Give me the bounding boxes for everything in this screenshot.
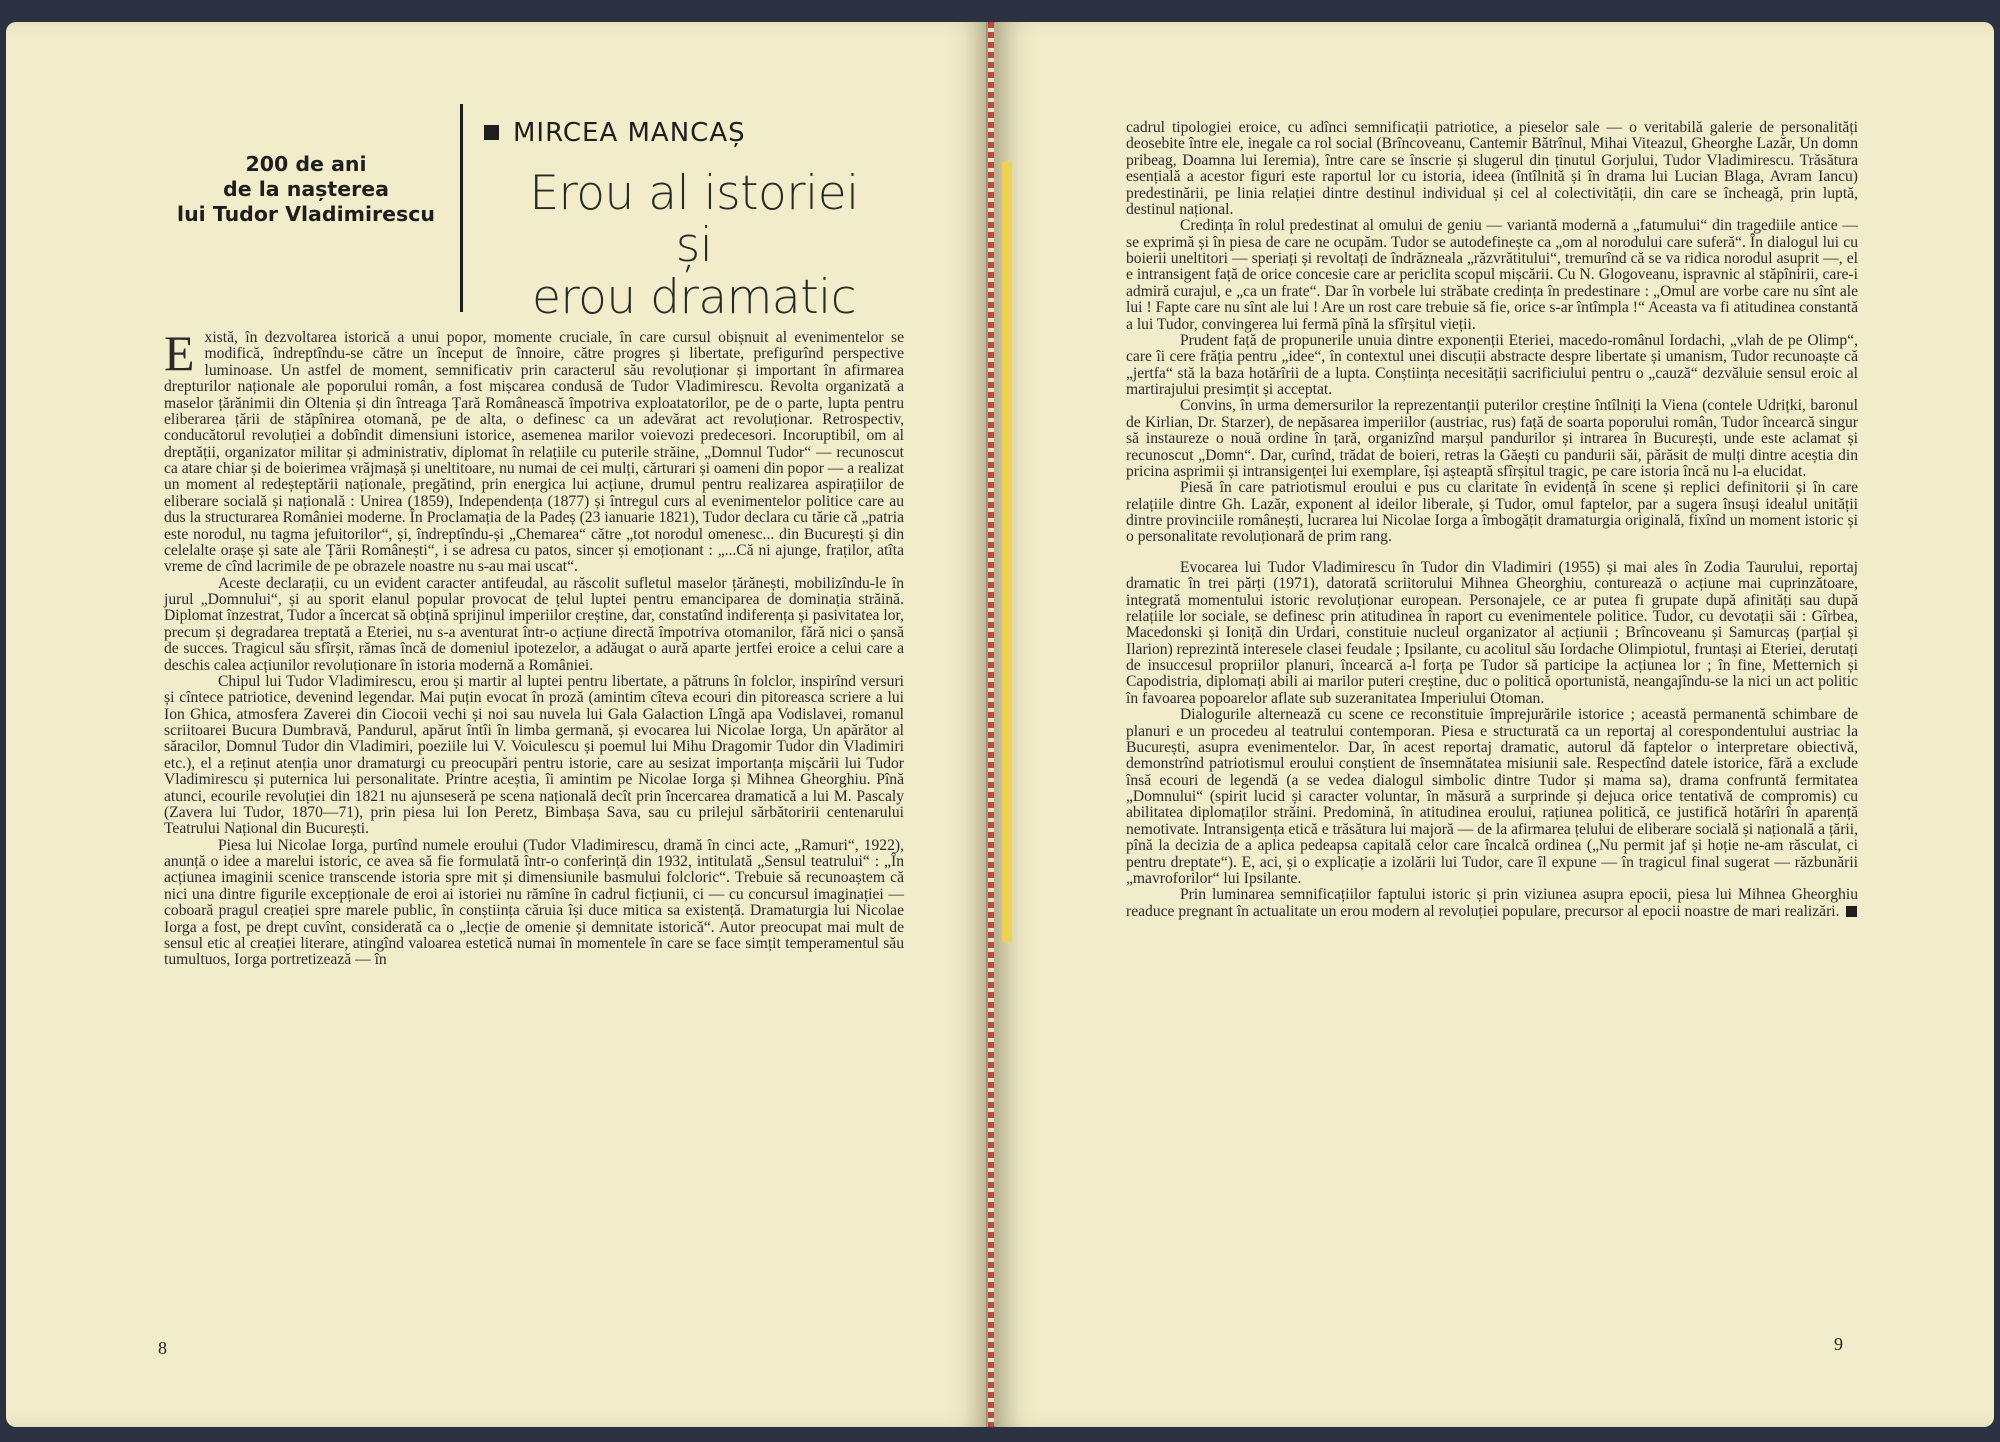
- anniversary-line: 200 de ani: [245, 152, 367, 176]
- paragraph: Dialogurile alternează cu scene ce reconstituie împrejurările istorice ; această permanentă schimbare de planuri e un procedeu al teatrului contemporan. Piesa e structurată ca un reportaj al corespondentului austriac la București, asupra evenimentelor. Dar, în acest reportaj dramatic, autorul dă faptelor o interpretare obiectivă, demonstrînd patriotismul eroului conștient de însemnătatea misiunii sale. Respectînd datele istorice, fără a exclude însă ecouri de legendă (a se vedea dialogul simbolic dintre Tudor și mama sa), drama confruntă fermitatea „Domnului“ (spirit lucid și caracter voluntar, în măsură a surprinde și dejuca orice tentativă de compromis) cu abilitatea diplomaților străini. Predomină, în atitudinea eroului, rațiunea politică, ce justifică hotărîri în aparență nemotivate. Intransigența etică e trăsătura lui majoră — de la afirmarea țelului de eliberare socială și națională a țării, pînă la decizia de a aplica pedeapsa capitală celor care încalcă ordinea („Nu permit jaf și hoție ne-am răsculat, ci pentru dreptate“). E, aci, și o explicație a izolării lui Tudor, care îl expune — în tragicul final sugerat — răzbunării „mavroforilor“ lui Ipsilante.: [1126, 706, 1858, 887]
- paragraph: [164, 325, 904, 576]
- heading-divider: [460, 104, 463, 312]
- page-number-right: 9: [1834, 1334, 1843, 1354]
- author-name: [484, 118, 746, 148]
- right-page: [994, 22, 1994, 1427]
- anniversary-line: de la nașterea: [223, 177, 389, 201]
- title-line: și: [675, 218, 713, 273]
- drop-cap: E: [164, 325, 195, 381]
- paragraph: Piesă în care patriotismul eroului e pus cu claritate în evidență în scene și replici definitorii și în care relațiile dintre Gh. Lazăr, exponent al ideilor liberale, și Tudor, omul faptelor, par a sugera însuși idealul unității dintre provinciile românești, lucrarea lui Nicolae Iorga a îmbogățit dramaturgia originală, fixînd un moment istoric și o personalitate revoluționară de prim rang.: [1126, 479, 1858, 546]
- title-line: Erou al istoriei: [529, 166, 859, 221]
- paragraph: Credința în rolul predestinat al omului de geniu — variantă modernă a „fatumului“ din tragediile antice — se exprimă și în piesa de care ne ocupăm. Tudor se autodefinește ca „om al norodului care suferă“. În dialogul lui cu boierii uneltitori — speriați și revoltați de îndrăzneala „răzvrătitului“, tremurînd că se va ridica norodul asuprit —, el e intransigent față de orice concesie care ar periclita scopul mișcării. Cu N. Glogoveanu, ispravnic al stăpînirii, care-i admiră curajul, e „ca un frate“. Dar în vorbele lui străbate credința în predestinare : „Omul are vorbe care nu sînt ale lui ! Fapte care nu sînt ale lui ! Are un rost care trebuie să fie, orice s-ar întîmpla !“ Aceasta va fi atitudinea constantă a lui Tudor, convingerea lui fermă pînă la sfîrșitul vieții.: [1126, 217, 1858, 333]
- end-mark-icon: [1846, 906, 1857, 917]
- magazine-spread: [6, 22, 1996, 1427]
- left-body-text: [164, 325, 904, 969]
- paragraph: Chipul lui Tudor Vladimirescu, erou și martir al luptei pentru libertate, a pătruns în folclor, inspirînd versuri și cîntece patriotice, devenind legendar. Mai puțin evocat în proză (amintim cîteva ecouri din pitoreasca scriere a lui Ion Ghica, atmosfera Zaverei din Ciocoii vechi și noi sau nuvela lui Gala Galaction Lîngă apa Vodislavei, romanul scriitoarei Bucura Dumbravă, Pandurul, apărut întîi în limba germană, și evocarea lui Nicolae Iorga, Un apărător al săracilor, Domnul Tudor din Vladimiri, poeziile lui V. Voiculescu și poemul lui Mihu Dragomir Tudor din Vladimiri etc.), el a reținut atenția unor dramaturgi cu preocupări pentru istorie, care au sesizat importanța mișcării lui Tudor Vladimirescu și puternica lui personalitate. Printre aceștia, îi amintim pe Nicolae Iorga și Mihnea Gheorghiu. Pînă atunci, ecourile revoluției din 1821 nu ajunseseră pe scena națională decît prin încercarea dramatică a lui M. Pascaly (Zavera lui Tudor, 1870—71), prin piesa lui Ion Peretz, Bimbașa Sava, sau cu prilejul sărbătoririi centenarului Teatrului Național din București.: [164, 672, 904, 838]
- anniversary-line: lui Tudor Vladimirescu: [177, 202, 435, 226]
- paragraph: Piesa lui Nicolae Iorga, purtînd numele eroului (Tudor Vladimirescu, dramă în cinci acte, „Ramuri“, 1922), anunță o idee a marelui istoric, ce avea să fie formulată într-o conferință din 1932, intitulată „Sensul teatrului“ : „În acțiunea imaginii scenice transcende istoria spre mit și dimensiunile basmului folcloric“. Trebuie să recunoaștem că nici una dintre figurile excepționale de eroi ai istoriei nu rămîne în cadrul ficțiunii, ci — cu concursul imaginației — coboară pragul creației spre marele public, în conștiința căruia își duce mitica sa existență. Dramaturgia lui Nicolae Iorga a fost, pe drept cuvînt, considerată ca o „lecție de omenie și demnitate istorică“. Autor preocupat mai mult de sensul etic al creației literare, atingînd valoarea estetică numai în momentele în care se face simțit temperamentul său tumultuos, Iorga portretizează — în: [164, 836, 904, 969]
- yellow-page-tab: [1002, 162, 1012, 942]
- right-body-text: [1126, 120, 1858, 920]
- anniversary-heading: [156, 152, 456, 227]
- square-bullet-icon: [484, 125, 499, 140]
- title-line: erou dramatic: [531, 270, 857, 325]
- paragraph: Aceste declarații, cu un evident caracter antifeudal, au răscolit sufletul maselor țărănești, mobilizîndu-le în jurul „Domnului“, și au sporit elanul popular provocat de țelul luptei pentru emanciparea de dominația străină. Diplomat înzestrat, Tudor a încercat să obțină sprijinul imperiilor creștine, dar, constatînd indiferența și pasivitatea lor, precum și degradarea treptată a Eteriei, nu s-a aventurat într-o acțiune directă împotriva otomanilor, fără nici o șansă de succes. Tragicul său sfîrșit, rămas încă de domeniul ipotezelor, a adăugat o aură aparte jertfei eroice a celui care a deschis calea acțiunilor revoluționare în istoria modernă a României.: [164, 574, 904, 674]
- page-number-left: 8: [158, 1338, 167, 1358]
- paragraph-text: xistă, în dezvoltarea istorică a unui popor, momente cruciale, în care cursul obișnuit al evenimentelor se modifică, îndreptîndu-se către un început de înnoire, către progres și libertate, prefigurînd perspective luminoase. Un astfel de moment, semnificativ prin caracterul său revoluționar și important în afirmarea drepturilor naționale ale poporului român, a fost mișcarea condusă de Tudor Vladimirescu. Revolta organizată a maselor țărănimii din Oltenia și din întreaga Țară Românească împotriva exploatatorilor, pe de o parte, lupta pentru eliberarea țării de stăpînirea otomană, pe de alta, o definesc ca un adevărat act revoluționar. Retrospectiv, conducătorul revoluției a dobîndit dimensiuni istorice, asemenea marilor voievozi predecesori. Incoruptibil, om al dreptății, organizator militar și administrativ, diplomat în relațiile cu puterile străine, „Domnul Tudor“ — recunoscut ca atare chiar și de boierimea vrăjmașă și uneltitoare, nu numai de cei mulți, cărturari și oameni din popor — a realizat un moment al redeșteptării naționale, pregătind, prin energica lui acțiune, drumul pentru realizarea aspirațiilor de eliberare socială și națională : Unirea (1859), Independența (1877) și întregul curs al evenimentelor politice care au dus la structurarea României moderne. În Proclamația de la Padeș (23 ianuarie 1821), Tudor declara cu tărie că „patria este norodul, nu tagma jefuitorilor“, și, îndreptîndu-și „Chemarea“ către „tot norodul omenesc... din București și din celelalte orașe și sate ale Țării Românești“, i se adresa cu patos, sincer și emoționant : „...Că ni ajunge, fraților, atîta vreme de cînd lacrimile de pe obrazele noastre nu s-au mai uscat“.: [164, 329, 904, 576]
- paragraph: cadrul tipologiei eroice, cu adînci semnificații patriotice, a pieselor sale — o veritabilă galerie de personalități deosebite între ele, inegale ca rol social (Brîncoveanu, Cantemir Bătrînul, Mihai Viteazul, Gheorghe Lazăr, Un domn pribeag, Doamna lui Ieremia), între care se înscrie și slugerul din ținutul Gorjului, Tudor Vladimirescu. Trăsătura esențială a acestor figuri este raportul lor cu istoria, ideea (întîlnită și în drama lui Lucian Blaga, Avram Iancu) predestinării, pe linia relației dintre destinul individual și cel al colectivității, din care se încheagă, prin luptă, destinul național.: [1126, 119, 1858, 218]
- left-page: [6, 22, 990, 1427]
- article-title: [484, 168, 904, 324]
- paragraph: Evocarea lui Tudor Vladimirescu în Tudor din Vladimiri (1955) și mai ales în Zodia Taurului, reportaj dramatic în trei părți (1971), datorată scriitorului Mihnea Gheorghiu, conturează o acțiune mai cuprinzătoare, integrată momentului istoric revoluționar european. Personajele, ce ar putea fi grupate după afinități sau după relațiile lor sociale, se definesc prin atitudinea în raport cu evenimentele politice. Tudor, cu devotații săi : Gîrbea, Macedonski și Ioniță din Urdari, constituie nucleul organizator al acțiunii ; Brîncoveanu și Samurcaș (parțial și Ilarion) reprezintă interesele clasei feudale ; Ipsilante, cu acolitul său Iordache Olimpiotul, fruntași ai Eteriei, derutați de insuccesul propriilor planuri, încearcă a-l forța pe Tudor să participe la acțiunea lor ; în fine, Metternich și Capodistria, diplomați abili ai marilor puteri creștine, duc o politică oportunistă, neangajîndu-se la nici un act politic în favoarea popoarelor aflate sub suzeranitatea Imperiului Otoman.: [1126, 558, 1858, 707]
- paragraph: Convins, în urma demersurilor la reprezentanții puterilor creștine întîlniți la Viena (contele Udrițki, baronul de Kirlian, Dr. Starzer), de nepăsarea imperiilor (austriac, rus) față de soarta poporului român, Tudor încearcă singur să instaureze o nouă ordine în țară, organizînd marșul pandurilor și intrarea în București, unde este aclamat și recunoscut „Domn“. Dar, curînd, trădat de boieri, retras la Găești cu pandurii săi, părăsit de mulți dintre aceștia din pricina asprimii și intransigenței lui exemplare, își așteaptă sfîrșitul tragic, pe care istoria încă nu l-a elucidat.: [1126, 397, 1858, 480]
- author-name-text: MIRCEA MANCAȘ: [513, 118, 746, 148]
- paragraph: [1126, 887, 1858, 920]
- paragraph: Prudent față de propunerile unuia dintre exponenții Eteriei, macedo-românul Iordachi, „vlah de pe Olimp“, care îi cere frăția pentru „idee“, în contextul unei discuții abstracte despre libertate și umanism, Tudor recunoaște că „jertfa“ stă la baza hotărîrii de a lupta. Conștiința necesității sacrificiului pentru o „cauză“ dezvăluie sensul eroic al martirajului presimțit și acceptat.: [1126, 331, 1858, 398]
- paragraph-text: Prin luminarea semnificațiilor faptului istoric și prin viziunea asupra epocii, piesa lui Mihnea Gheorghiu readuce pregnant în actualitate un erou modern al revoluției populare, precursor al epocii noastre de mari realizări.: [1126, 886, 1858, 920]
